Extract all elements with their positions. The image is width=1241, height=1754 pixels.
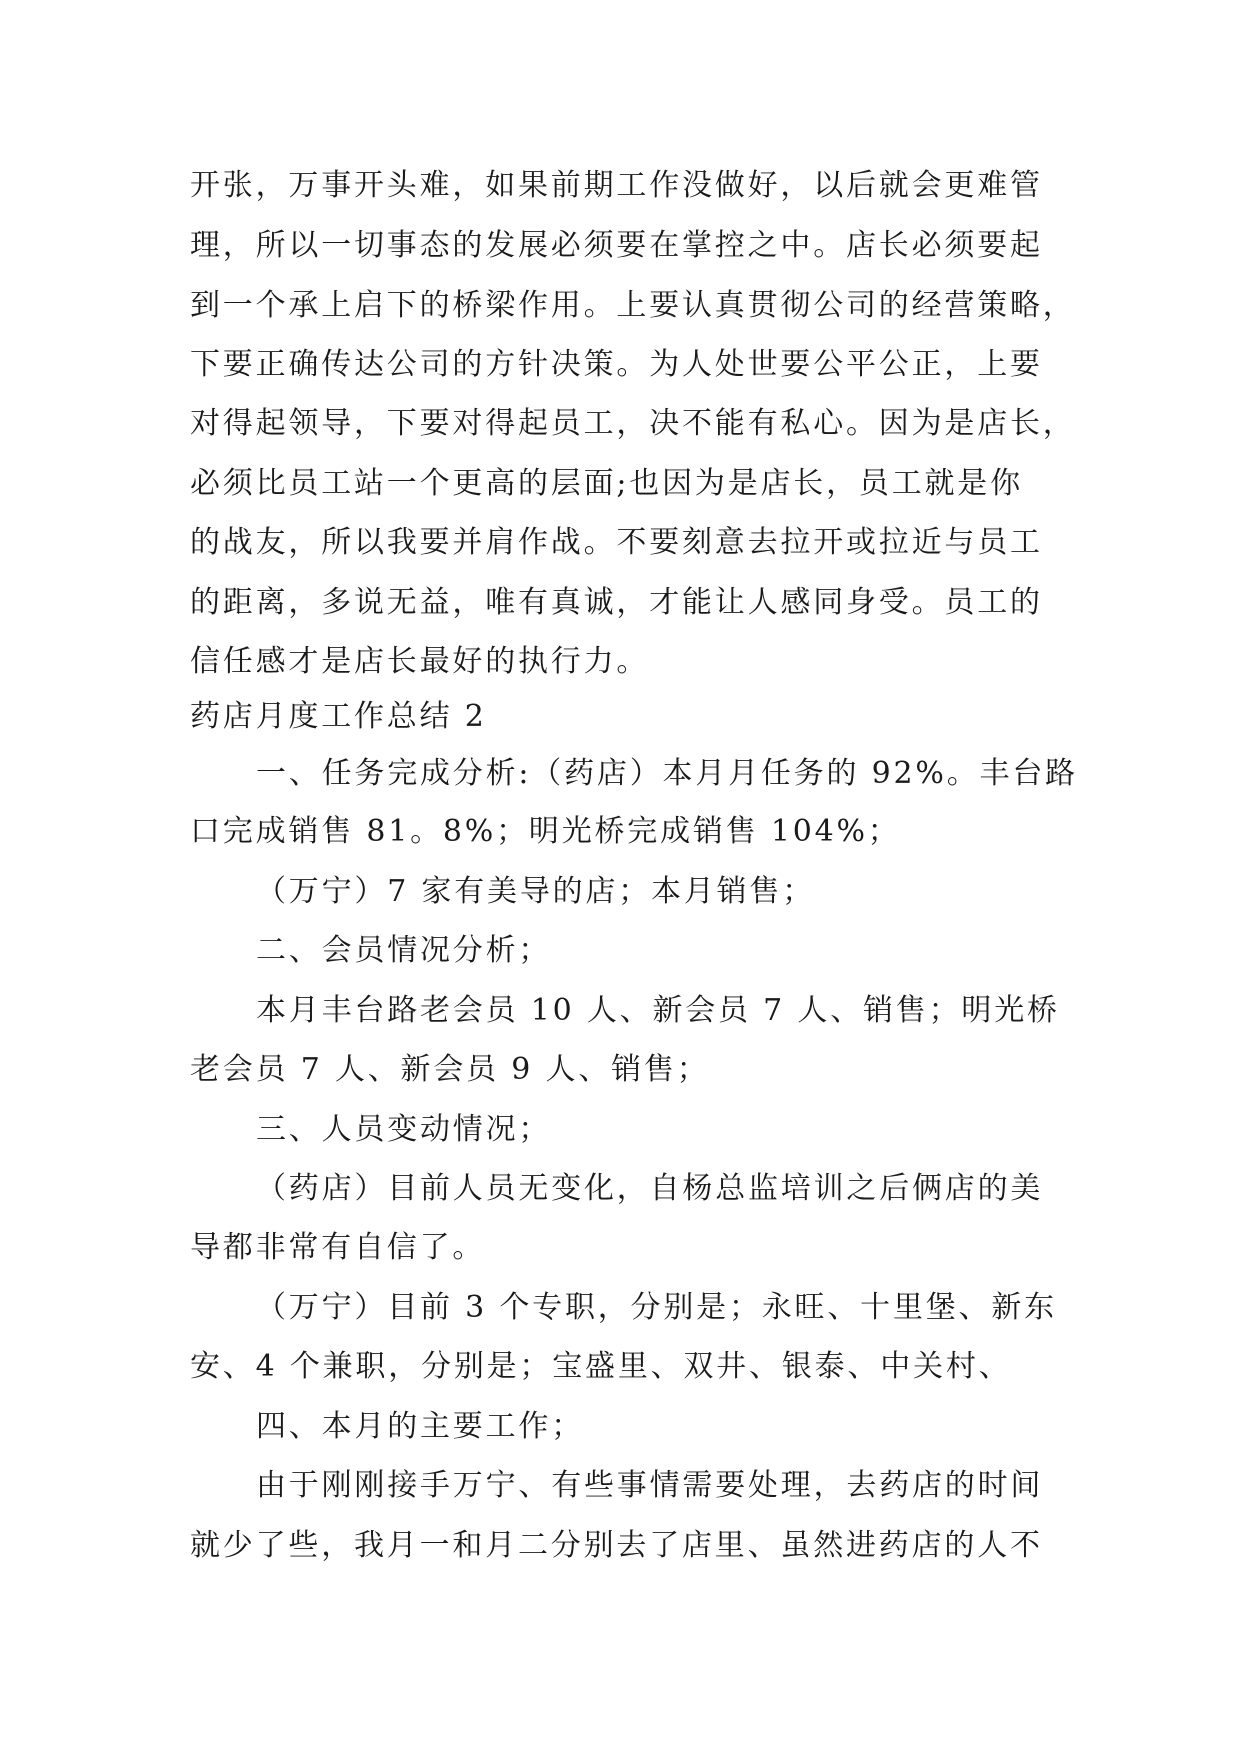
text-line: 本月丰台路老会员 10 人、新会员 7 人、销售；明光桥	[256, 993, 1060, 1028]
text-line: 对得起领导，下要对得起员工，决不能有私心。因为是店长，	[190, 406, 1076, 441]
text-line: 三、人员变动情况；	[256, 1112, 552, 1147]
text-line: （药店）目前人员无变化，自杨总监培训之后俩店的美	[256, 1171, 1044, 1206]
text-line: 下要正确传达公司的方针决策。为人处世要公平公正，上要	[190, 347, 1043, 382]
text-line: 二、会员情况分析；	[256, 933, 552, 968]
text-line: 信任感才是店长最好的执行力。	[190, 644, 650, 679]
section-heading: 药店月度工作总结 2	[190, 699, 487, 734]
text-line: （万宁）目前 3 个专职，分别是；永旺、十里堡、新东	[256, 1290, 1057, 1325]
text-line: 由于刚刚接手万宁、有些事情需要处理，去药店的时间	[256, 1468, 1044, 1503]
text-line: 的距离，多说无益，唯有真诚，才能让人感同身受。员工的	[190, 585, 1043, 620]
text-line: 老会员 7 人、新会员 9 人、销售；	[190, 1052, 710, 1087]
text-line: 导都非常有自信了。	[190, 1230, 486, 1265]
text-line: （万宁）7 家有美导的店；本月销售；	[256, 874, 816, 909]
text-line: 的战友，所以我要并肩作战。不要刻意去拉开或拉近与员工	[190, 525, 1043, 560]
text-line: 理，所以一切事态的发展必须要在掌控之中。店长必须要起	[190, 228, 1043, 263]
text-line: 到一个承上启下的桥梁作用。上要认真贯彻公司的经营策略，	[190, 288, 1076, 323]
text-line: 口完成销售 81。8%；明光桥完成销售 104%；	[190, 814, 901, 849]
text-line: 四、本月的主要工作；	[256, 1409, 584, 1444]
text-line: 一、任务完成分析:（药店）本月月任务的 92%。丰台路	[256, 756, 1078, 791]
text-line: 就少了些，我月一和月二分别去了店里、虽然进药店的人不	[190, 1528, 1043, 1563]
text-line: 必须比员工站一个更高的层面;也因为是店长，员工就是你	[190, 466, 1023, 501]
text-line: 安、4 个兼职，分别是；宝盛里、双井、银泰、中关村、	[190, 1349, 1012, 1384]
text-line: 开张，万事开头难，如果前期工作没做好，以后就会更难管	[190, 168, 1043, 203]
